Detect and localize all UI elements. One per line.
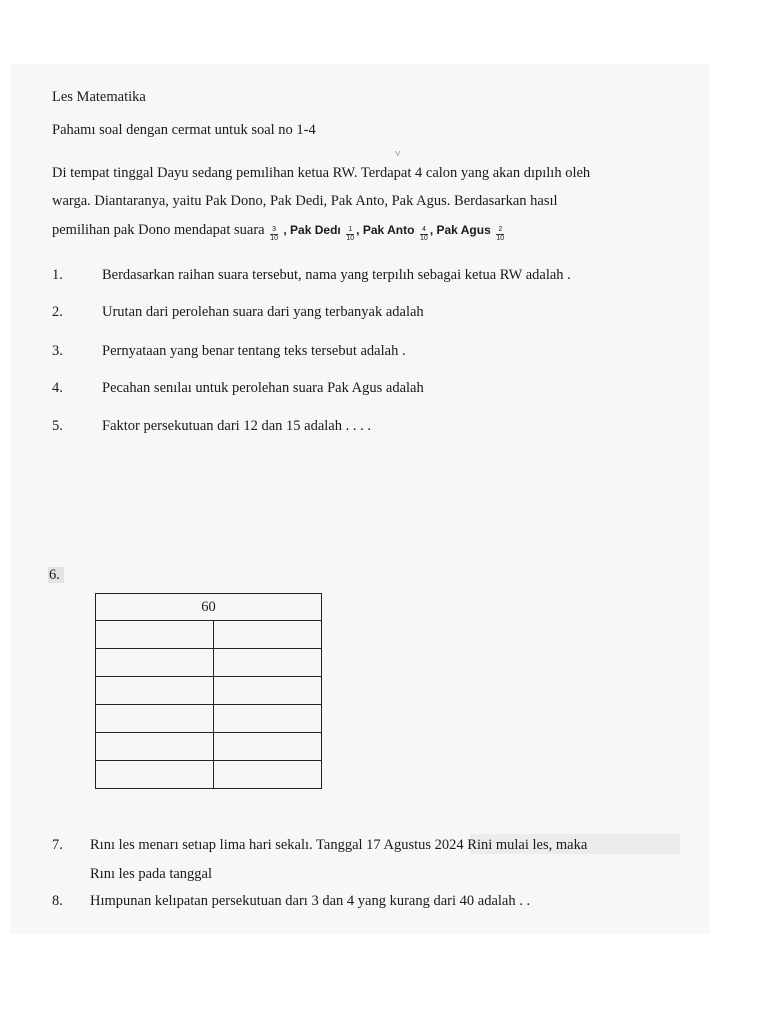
question-number-4: 4.: [52, 380, 63, 396]
passage-line-3: pemilihan pak Dono mendapat suara $\frac{3}{10}$ , Pak Dedı $\frac{1}{10}$ , Pak Anto $\frac{4}{10}$ , Pak Agus $\frac{2}{10}$: [52, 222, 505, 242]
table-row: [96, 761, 322, 789]
table-cell-left: [96, 705, 214, 733]
table-cell-left: [96, 621, 214, 649]
question-text-5: Faktor persekutuan dari 12 dan 15 adalah . . . .: [102, 418, 371, 434]
question-text-3: Pernyataan yang benar tentang teks tersebut adalah .: [102, 343, 406, 359]
table-cell-right: [214, 677, 322, 705]
question-number-7: 7.: [52, 837, 63, 853]
table-cell-right: [214, 761, 322, 789]
page-title: Les Matematika: [52, 89, 146, 105]
table-row: [96, 705, 322, 733]
factor-table-header: 60: [96, 594, 322, 621]
question-text-7-line-2: Rını les pada tanggal: [90, 866, 213, 882]
question-text-2: Urutan dari perolehan suara dari yang terbanyak adalah: [102, 304, 424, 320]
table-cell-right: [214, 621, 322, 649]
vote-fraction-agus: $\frac{2}{10}$: [496, 226, 505, 242]
table-row: [96, 649, 322, 677]
vote-fraction-anto: $\frac{4}{10}$: [420, 226, 428, 242]
question-number-5: 5.: [52, 418, 63, 434]
passage-line-3-prefix: pemilihan pak Dono mendapat suara: [52, 222, 265, 238]
instruction-text: Pahamı soal dengan cermat untuk soal no 1-4: [52, 122, 316, 138]
question-number-1: 1.: [52, 267, 63, 283]
factor-table: [95, 593, 322, 789]
passage-line-2: warga. Diantaranya, yaitu Pak Dono, Pak Dedi, Pak Anto, Pak Agus. Berdasarkan hasıl: [52, 193, 558, 209]
vote-fraction-dedi: $\frac{1}{10}$: [346, 226, 355, 242]
table-cell-left: [96, 733, 214, 761]
question-number-2: 2.: [52, 304, 63, 320]
passage-line-1: Di tempat tinggal Dayu sedang pemılihan ketua RW. Terdapat 4 calon yang akan dıpılıh oleh: [52, 165, 591, 181]
vote-label-agus: Pak Agus: [436, 223, 491, 237]
table-cell-left: [96, 677, 214, 705]
question-text-1: Berdasarkan raihan suara tersebut, nama yang terpılıh sebagai ketua RW adalah .: [102, 267, 571, 283]
table-cell-left: [96, 761, 214, 789]
question-number-3: 3.: [52, 343, 63, 359]
question-text-7-line-1: Rını les menarı setıap lima hari sekalı. Tanggal 17 Agustus 2024 Rini mulai les, maka: [90, 837, 588, 853]
check-mark-icon: ˅: [395, 149, 401, 160]
table-cell-right: [214, 649, 322, 677]
table-row: [96, 733, 322, 761]
vote-fraction-dono: $\frac{3}{10}$: [270, 226, 279, 242]
question-text-4: Pecahan senılaı untuk perolehan suara Pak Agus adalah: [102, 380, 424, 396]
question-number-8: 8.: [52, 893, 63, 909]
table-cell-left: [96, 649, 214, 677]
question-text-8: Hımpunan kelıpatan persekutuan darı 3 dan 4 yang kurang dari 40 adalah . .: [90, 893, 531, 909]
vote-label-dedi: Pak Dedı: [290, 223, 341, 237]
table-cell-right: [214, 705, 322, 733]
table-row: [96, 621, 322, 649]
vote-label-anto: Pak Anto: [362, 223, 415, 237]
table-cell-right: [214, 733, 322, 761]
table-row: [96, 677, 322, 705]
question-number-6: 6.: [49, 567, 60, 583]
